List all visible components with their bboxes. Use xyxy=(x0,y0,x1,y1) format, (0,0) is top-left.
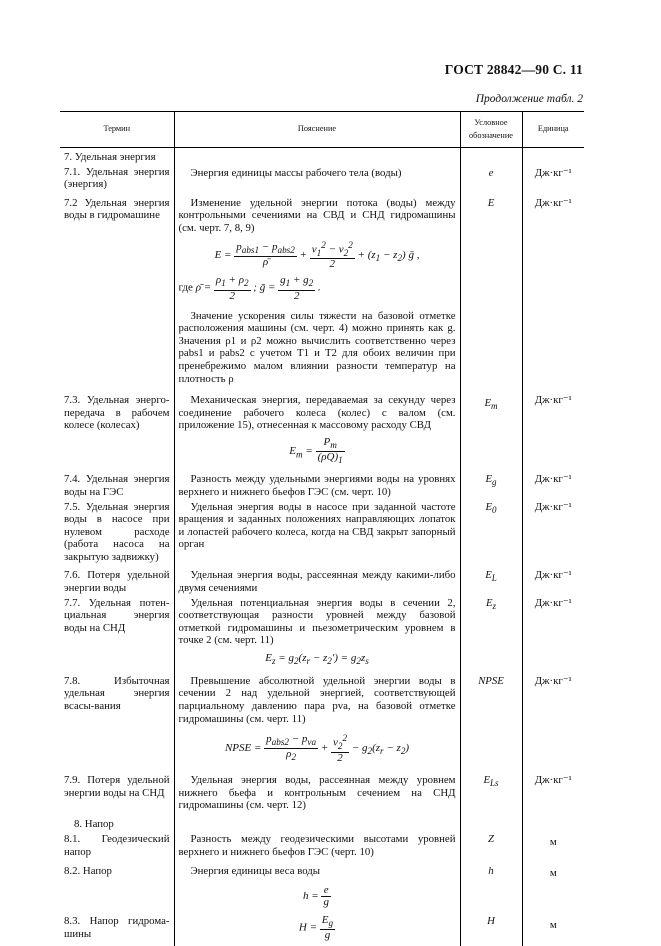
term-cell: 7.2 Удельная энергия воды в гидромашине xyxy=(64,196,170,222)
table-row xyxy=(60,830,584,858)
term-cell: 7.3. Удельная энерго-передача в рабочем колесе (колесах) xyxy=(64,394,170,432)
column-header-unit: Единица xyxy=(522,112,584,148)
explanation-cell: Энергия единицы массы рабочего тела (воды) xyxy=(174,164,460,191)
symbol-cell: e xyxy=(460,164,522,191)
explanation-text: Энергия единицы веса воды xyxy=(190,864,321,877)
explanation-text: Превышение абсолютной удельной энергии воды в сечении 2 над удельной энергией, соответствующей парциальному давлению пара pva, на базовой отметке гидромашины (см. черт. 11) xyxy=(178,674,456,725)
table-row xyxy=(60,148,584,164)
term-cell: 7.9. Потеря удельной энергии воды на СНД xyxy=(64,774,170,799)
term-cell: 7.6. Потеря удельной энергии воды xyxy=(64,569,170,595)
column-header-symbol: Условное обозначение xyxy=(460,112,522,148)
explanation-cell: Разность между удельными энергиями воды на уровнях верхнего и нижнего бьефов ГЭС (см. черт. 10) xyxy=(174,472,460,498)
explanation-text: Удельная потенциальная энергия воды в сечении 2, соответствующая разности уровней между базовой отметкой гидромашины и пьезометрическим уровнем в точке 2 (см. черт. 11) xyxy=(178,596,456,647)
unit-cell: Дж·кг⁻¹ xyxy=(522,164,584,191)
unit-cell: Дж·кг⁻¹ xyxy=(522,673,584,772)
table-row xyxy=(60,472,584,498)
table-header-row xyxy=(60,112,584,148)
symbol-cell: NPSE xyxy=(460,673,522,772)
table-row xyxy=(60,772,584,812)
table-row xyxy=(60,812,584,831)
explanation-text: Механическая энергия, передаваемая за секунду через соединение рабочего колеса (колес) с валом (см. приложение 15), отнесенная к массовому расходу СВД xyxy=(178,394,456,432)
term-cell: 8.2. Напор xyxy=(64,864,112,877)
unit-cell: Дж·кг⁻¹ xyxy=(522,472,584,498)
term-cell: 7.8. Избыточная удельная энергия всасы-вания xyxy=(64,674,170,712)
formula-potential-energy: $E_z = g_2(z_r - z_2') = g_2z_s$ xyxy=(265,652,369,667)
symbol-cell: $E_g$ xyxy=(460,472,522,498)
unit-cell: Дж·кг⁻¹ xyxy=(522,391,584,472)
term-cell: 7.7. Удельная потен-циальная энергия воды на СНД xyxy=(64,596,170,634)
table-continuation-label: Продолжение табл. 2 xyxy=(475,93,583,105)
term-cell: 7. Удельная энергия xyxy=(64,151,156,163)
page-header: ГОСТ 28842—90 С. 11 xyxy=(444,62,583,77)
explanation-cell: Удельная энергия воды, рассеянная между уровнем нижнего бьефа и контрольным сечением на СНД гидромашины (см. черт. 12) xyxy=(174,772,460,812)
explanation-cell xyxy=(174,595,460,673)
explanation-cell xyxy=(174,191,460,391)
symbol-cell: $E_z$ xyxy=(460,595,522,673)
symbol-cell: H xyxy=(460,913,522,946)
table-row xyxy=(60,595,584,673)
formula-specific-transfer: $E_m$ = $\frac{P_m}{(\rho Q)_1}$ xyxy=(289,435,343,466)
unit-cell: Дж·кг⁻¹ xyxy=(522,191,584,391)
formula-machine-head: H = $\frac{E_g}{g}$ xyxy=(298,914,334,942)
explanation-cell: Разность между геодезическими высотами уровней верхнего и нижнего бьефов ГЭС (черт. 10) xyxy=(174,830,460,858)
unit-cell: м xyxy=(522,830,584,858)
unit-cell: Дж·кг⁻¹ xyxy=(522,772,584,812)
term-cell: 8.3. Напор гидрома-шины xyxy=(64,915,170,940)
table-row xyxy=(60,673,584,772)
table-row xyxy=(60,391,584,472)
unit-cell: Дж·кг⁻¹ xyxy=(522,595,584,673)
term-cell: 8.1. Геодезический напор xyxy=(64,833,170,858)
unit-cell: м xyxy=(522,913,584,946)
column-header-term: Термин xyxy=(60,112,174,148)
term-cell: 7.4. Удельная энергия воды на ГЭС xyxy=(64,473,170,498)
symbol-cell: $E_m$ xyxy=(460,391,522,472)
unit-cell: Дж·кг⁻¹ xyxy=(522,499,584,564)
table-row xyxy=(60,164,584,191)
formula-density-gravity: где ρ̄ = $\frac{\rho_1 + \rho_2}{2}$ ; ḡ = $\frac{g_1 + g_2}{2}$ . xyxy=(178,274,321,302)
table-row xyxy=(60,563,584,594)
symbol-cell: Z xyxy=(460,830,522,858)
formula-npse: NPSE = $\frac{p_{abs2} - p_{va}}{\rho_2}$ + $\frac{v_2^2}{2}$ − $g_2(z_r - z_2)$ xyxy=(224,732,410,765)
explanation-cell xyxy=(174,913,460,946)
column-header-explanation: Пояснение xyxy=(174,112,460,148)
explanation-cell: Удельная энергия воды в насосе при заданной частоте вращения и заданных положениях направляющих лопаток и лопастей рабочего колеса, когда на СВД закрыт запорный орган xyxy=(174,499,460,564)
explanation-text: Изменение удельной энергии потока (воды) между контрольными сечениями на СВД и СНД гидромашины (см. черт. 7, 8, 9) xyxy=(178,196,456,234)
explanation-cell xyxy=(174,859,460,914)
table-row xyxy=(60,913,584,946)
term-cell: 7.5. Удельная энергия воды в насосе при нулевом расходе (работа насоса на закрытую задвижку) xyxy=(64,500,170,563)
table-row xyxy=(60,859,584,914)
formula-head: h = $\frac{e}{g}$ xyxy=(303,884,329,909)
explanation-cell xyxy=(174,673,460,772)
table-row xyxy=(60,191,584,391)
symbol-cell: h xyxy=(460,859,522,914)
symbol-cell: $E_0$ xyxy=(460,499,522,564)
table-row xyxy=(60,499,584,564)
terms-table xyxy=(60,111,584,946)
term-cell: 7.1. Удельная энергия (энергия) xyxy=(64,165,170,191)
explanation-note: Значение ускорения силы тяжести на базовой отметке расположения машины (см. черт. 4) можно принять как g. Значения ρ1 и ρ2 можно вычислить соответственно через pabs1 и pabs2 с учетом T1 и T2 для обоих величин при пренебрежимо малом влиянии разности температур на плотность ρ xyxy=(178,309,456,385)
term-cell: 8. Напор xyxy=(74,817,114,830)
explanation-cell xyxy=(174,391,460,472)
unit-cell: м xyxy=(522,859,584,914)
symbol-cell: $E_{Ls}$ xyxy=(460,772,522,812)
unit-cell: Дж·кг⁻¹ xyxy=(522,563,584,594)
formula-specific-energy: E = $\frac{p_{abs1} - p_{abs2}}{\rhō}$ + $\frac{v_1^2 - v_2^2}{2}$ + $(z_1 - z_2)$ ḡ , xyxy=(214,239,420,271)
symbol-cell: E xyxy=(460,191,522,391)
symbol-cell: $E_L$ xyxy=(460,563,522,594)
explanation-cell: Удельная энергия воды, рассеянная между какими-либо двумя сечениями xyxy=(174,563,460,594)
